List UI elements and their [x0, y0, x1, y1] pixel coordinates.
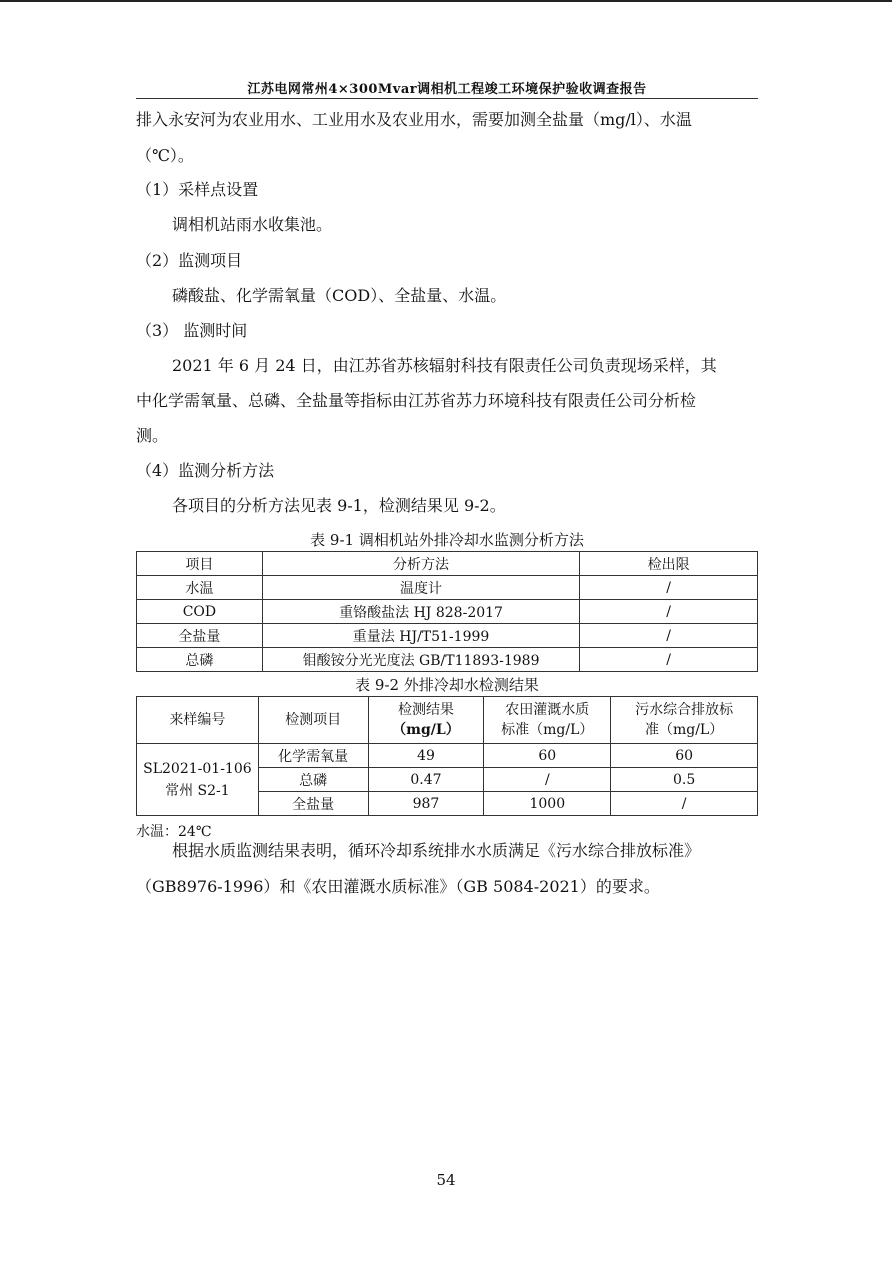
table-2-caption: 表 9-2 外排冷却水检测结果 [355, 676, 539, 694]
header-cell: 来样编号 [137, 697, 259, 744]
header-line: 标准（mg/L） [501, 722, 594, 738]
sample-id-line: SL2021-01-106 [143, 760, 252, 777]
table-header-row [137, 697, 758, 744]
header-line: （mg/L） [392, 722, 460, 738]
header-line: 农田灌溉水质 [505, 702, 590, 718]
section-4-title: （4）监测分析方法 [136, 461, 275, 480]
table-cell: 重量法 HJ/T51-1999 [262, 624, 580, 648]
table-cell: 总磷 [258, 768, 368, 792]
header-cell: 检测项目 [258, 697, 368, 744]
table-cell: 水温 [137, 576, 263, 600]
section-3-title: （3） 监测时间 [136, 321, 248, 340]
table-cell: / [611, 792, 758, 816]
table-row [137, 576, 758, 600]
table-cell: / [580, 648, 758, 672]
header-line: 污水综合排放标 [635, 702, 734, 718]
table-row [137, 744, 758, 768]
table-row [137, 600, 758, 624]
section-3-body-line-2: 中化学需氧量、总磷、全盐量等指标由江苏省苏力环境科技有限责任公司分析检 [136, 391, 697, 410]
section-2-title: （2）监测项目 [136, 251, 243, 270]
conclusion-line-1: 根据水质监测结果表明，循环冷却系统排水水质满足《污水综合排放标准》 [172, 841, 701, 860]
table-cell: / [580, 600, 758, 624]
sample-id-cell [137, 744, 259, 816]
table-cell: 全盐量 [258, 792, 368, 816]
intro-line-1: 排入永安河为农业用水、工业用水及农业用水，需要加测全盐量（mg/l）、水温 [136, 110, 692, 129]
section-3-body-line-3: 测。 [136, 426, 169, 445]
table-cell: 987 [368, 792, 484, 816]
table-1-caption: 表 9-1 调相机站外排冷却水监测分析方法 [310, 531, 584, 549]
header-cell: 检出限 [580, 552, 758, 576]
table-cell: 60 [611, 744, 758, 768]
water-temperature-note: 水温：24℃ [136, 824, 212, 840]
section-3-body-line-1: 2021 年 6 月 24 日，由江苏省苏核辐射科技有限责任公司负责现场采样，其 [172, 356, 717, 375]
table-cell: 重铬酸盐法 HJ 828-2017 [262, 600, 580, 624]
table-cell: 49 [368, 744, 484, 768]
table-cell: 0.5 [611, 768, 758, 792]
table-row [137, 624, 758, 648]
header-cell: 分析方法 [262, 552, 580, 576]
page-number: 54 [436, 1171, 456, 1189]
conclusion-line-2: （GB8976-1996）和《农田灌溉水质标准》（GB 5084-2021）的要求。 [136, 877, 660, 896]
test-result-table [136, 696, 758, 816]
section-2-body: 磷酸盐、化学需氧量（COD）、全盐量、水温。 [172, 286, 507, 305]
top-border-line [0, 0, 892, 2]
section-1-body: 调相机站雨水收集池。 [172, 215, 333, 234]
header-cell [611, 697, 758, 744]
header-line: 检测结果 [397, 702, 454, 718]
table-cell: 钼酸铵分光光度法 GB/T11893-1989 [262, 648, 580, 672]
header-cell [484, 697, 611, 744]
table-cell: / [484, 768, 611, 792]
analysis-method-table [136, 551, 758, 672]
table-cell: / [580, 624, 758, 648]
table-row [137, 648, 758, 672]
table-cell: 全盐量 [137, 624, 263, 648]
header-cell: 项目 [137, 552, 263, 576]
table-cell: 化学需氧量 [258, 744, 368, 768]
header-rule [136, 98, 758, 99]
page-header: 江苏电网常州4×300Mvar调相机工程竣工环境保护验收调查报告 [247, 82, 647, 97]
intro-line-2: （℃）。 [136, 146, 194, 165]
table-cell: / [580, 576, 758, 600]
table-cell: 0.47 [368, 768, 484, 792]
section-1-title: （1）采样点设置 [136, 180, 259, 199]
table-cell: 60 [484, 744, 611, 768]
sample-id-line: 常州 S2-1 [165, 782, 230, 799]
header-cell [368, 697, 484, 744]
table-cell: 温度计 [262, 576, 580, 600]
table-cell: COD [137, 600, 263, 624]
section-4-body: 各项目的分析方法见表 9-1，检测结果见 9-2。 [172, 496, 506, 515]
table-cell: 1000 [484, 792, 611, 816]
table-cell: 总磷 [137, 648, 263, 672]
table-header-row [137, 552, 758, 576]
header-line: 准（mg/L） [644, 722, 724, 738]
